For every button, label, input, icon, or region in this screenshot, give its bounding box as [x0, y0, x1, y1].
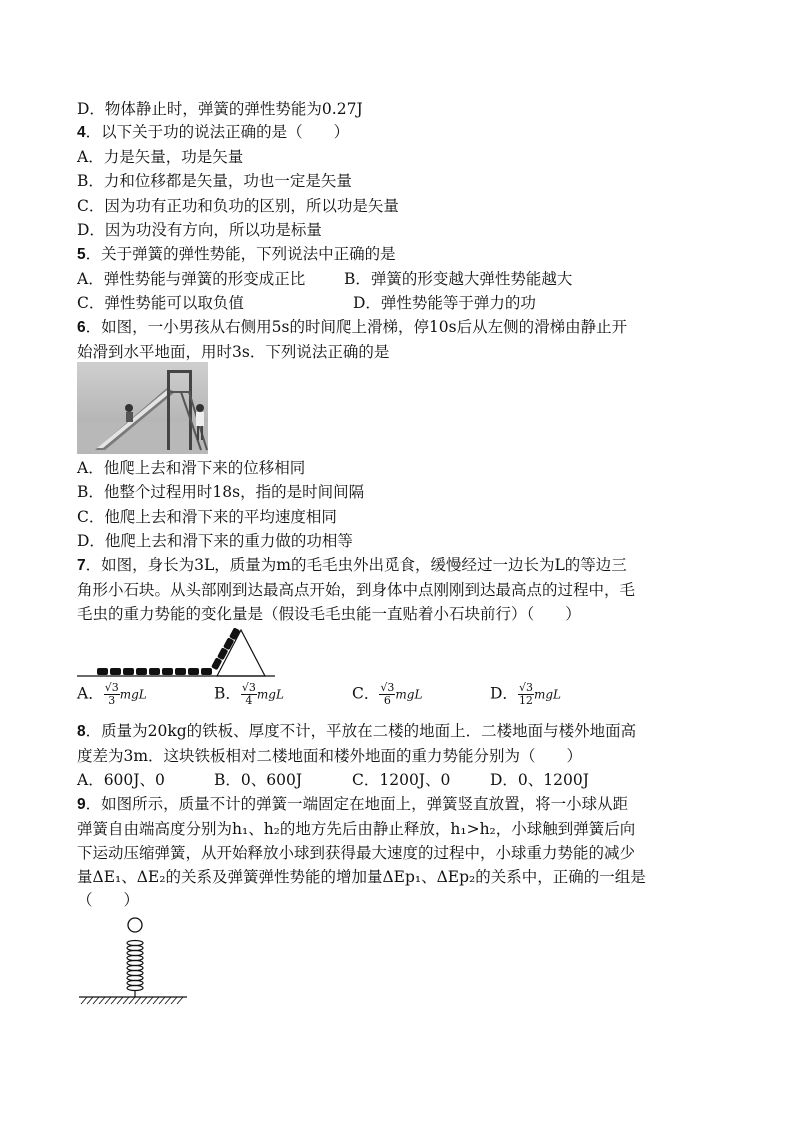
- question-8: [77, 720, 636, 743]
- question-text: ．如图，身长为3L，质量为m的毛毛虫外出觅食，缓慢经过一边长为L的等边三: [85, 556, 627, 574]
- option-6c: C．他爬上去和滑下来的平均速度相同: [77, 508, 337, 526]
- question-text: ．如图，一小男孩从右侧用5s的时间爬上滑梯，停10s后从左侧的滑梯由静止开: [85, 318, 628, 336]
- option-7d: [490, 682, 561, 707]
- question-7-cont: 角形小石块。从头部刚到达最高点开始，到身体中点刚刚到达最高点的过程中，毛: [77, 581, 636, 599]
- option-label: C．: [352, 684, 380, 703]
- question-number: 6: [77, 319, 86, 336]
- question-7: [77, 554, 627, 577]
- option-4a: A．力是矢量，功是矢量: [77, 148, 244, 166]
- option-8b: B．0、600J: [214, 771, 303, 789]
- question-9-cont: （ ）: [77, 891, 140, 909]
- question-7-cont: 毛虫的重力势能的变化量是（假设毛毛虫能一直贴着小石块前行）（ ）: [77, 605, 581, 623]
- option-6a: A．他爬上去和滑下来的位移相同: [77, 459, 306, 477]
- option-6d: D．他爬上去和滑下来的重力做的功相等: [77, 532, 353, 550]
- option-label: D．: [490, 684, 518, 703]
- question-text: ．质量为20kg的铁板、厚度不计，平放在二楼的地面上．二楼地面与楼外地面高: [85, 722, 637, 740]
- mgl-text: mgL: [256, 687, 284, 702]
- option-4c: C．因为功有正功和负功的区别，所以功是矢量: [77, 197, 399, 215]
- line-q3d: D．物体静止时，弹簧的弹性势能为0.27J: [77, 100, 363, 118]
- slide-photo: [77, 362, 208, 454]
- option-8a: A．600J、0: [77, 771, 165, 789]
- question-text: ．以下关于功的说法正确的是（ ）: [85, 123, 350, 141]
- question-9-cont: 下运动压缩弹簧，从开始释放小球到获得最大速度的过程中，小球重力势能的减少: [77, 844, 636, 862]
- question-5: [77, 243, 396, 266]
- question-number: 7: [77, 557, 86, 574]
- option-6b: B．他整个过程用时18s，指的是时间间隔: [77, 483, 365, 501]
- fraction: $\frac{√3}{3}$: [104, 681, 119, 707]
- mgl-text: mgL: [533, 687, 561, 702]
- question-text: ．如图所示，质量不计的弹簧一端固定在地面上，弹簧竖直放置，将一小球从距: [85, 795, 629, 813]
- question-number: 5: [77, 246, 86, 263]
- option-label: B．: [214, 684, 241, 703]
- question-number: 4: [77, 124, 86, 141]
- caterpillar-figure: [77, 624, 277, 680]
- fraction: $\frac{√3}{6}$: [380, 681, 395, 707]
- option-8c: C．1200J、0: [352, 771, 451, 789]
- question-9: [77, 793, 628, 816]
- question-number: 9: [77, 796, 86, 813]
- question-6: [77, 316, 627, 339]
- mgl-text: mgL: [119, 687, 147, 702]
- option-label: A．: [77, 684, 104, 703]
- mgl-text: mgL: [395, 687, 423, 702]
- fraction: $\frac{√3}{4}$: [241, 681, 256, 707]
- question-9-cont: 弹簧自由端高度分别为h₁、h₂的地方先后由静止释放，h₁>h₂，小球触到弹簧后向: [77, 820, 636, 838]
- option-7b: [214, 682, 284, 707]
- question-6-cont: 始滑到水平地面，用时3s．下列说法正确的是: [77, 343, 390, 361]
- fraction: $\frac{√3}{12}$: [518, 681, 533, 707]
- question-4: [77, 121, 349, 144]
- option-4b: B．力和位移都是矢量，功也一定是矢量: [77, 172, 352, 190]
- question-9-cont: 量ΔE₁、ΔE₂的关系及弹簧弹性势能的增加量ΔEp₁、ΔEp₂的关系中，正确的一组是: [77, 868, 646, 886]
- question-8-cont: 度差为3m．这块铁板相对二楼地面和楼外地面的重力势能分别为（ ）: [77, 747, 583, 765]
- option-7a: [77, 682, 147, 707]
- option-5c: C．弹性势能可以取负值: [77, 294, 244, 312]
- spring-figure: [77, 915, 189, 1007]
- option-7c: [352, 682, 422, 707]
- question-text: ．关于弹簧的弹性势能，下列说法中正确的是: [85, 245, 396, 263]
- option-5d: D．弹性势能等于弹力的功: [353, 294, 536, 312]
- question-number: 8: [77, 723, 86, 740]
- option-5b: B．弹簧的形变越大弹性势能越大: [344, 270, 573, 288]
- option-8d: D．0、1200J: [490, 771, 589, 789]
- option-4d: D．因为功没有方向，所以功是标量: [77, 221, 322, 239]
- option-5a: A．弹性势能与弹簧的形变成正比: [77, 270, 306, 288]
